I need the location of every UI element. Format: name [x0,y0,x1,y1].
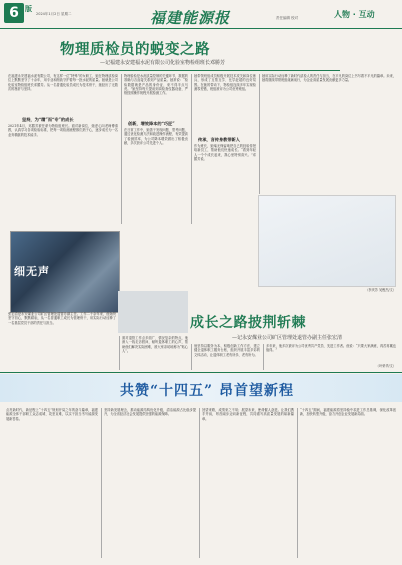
article2-subtitle: —记永安煤业公司矿区管理处退管办副主任张宏清 [232,335,343,341]
article2-col3-text: 他坚持以服务为本，积极创新工作方法，建立健全退休职工服务台账，组织开展丰富多彩的文体活动，让退休职工老有所乐、老有所为。 [194,344,260,357]
article3-title: 共赞“十四五” 昂首望新程 [120,383,294,399]
article1-col3b-text: 作为班长，她毫无保留地把自己的经验传授给新员工，帮助他们快速成长。“看到年轻人一个个成长起来，我心里特别高兴。”邓勝芳说。 [194,144,256,161]
column-rule [259,74,260,194]
article2-photo [118,291,188,333]
page-label: 版 [25,5,32,13]
article1-subhead3: 传承，言传身教带新人 [198,137,240,142]
article1-col2b-text: 在日常工作中，她善于发现问题、思考问题，通过优化检测方法和改进操作流程，有效提高了检测效率，为公司降本增效做出了积极贡献，多次获评公司先进个人。 [124,128,188,145]
column-rule [119,336,120,370]
edition-date: 2024年1月2日 星期二 [36,12,72,16]
article1-col4-text: 她用实际行动诠释了新时代质检人的责任与担当，在平凡的岗位上书写着不平凡的篇章。未来，她将继续带领班组砥砺前行，为企业高质量发展贡献更多力量。 [262,74,396,83]
section-name: 人物 · 互动 [334,10,375,19]
article3-col4-text: “十四五”期间，福建能源将坚持稳中求进工作总基调，深化改革创新，加快转型升级，奋力开创企业发展新局面。 [300,408,396,417]
newspaper-name: 福建能源报 [150,9,231,27]
column-rule [121,74,122,224]
article1-title: 物理质检员的蜕变之路 [60,41,210,58]
article1-divider [60,70,340,71]
photo-caption-overlay: 细无声 [14,265,50,278]
article1-col1b-text: 2021年4月，邓勝芳被任命为物检组班长。面对新岗位，她虚心向老师傅请教，认真学习各项检验标准，把每一项检测流程都烂熟于心，逐步成长为一名业务精湛的技术能手。 [8,124,118,137]
column-rule [199,408,200,558]
article2-col4-text: 多年来，他多次被评为公司优秀共产党员、先进工作者。他说：“只要大家满意，再苦再累也值得。” [266,344,396,353]
article2-title: 成长之路披荆斩棘 [190,315,306,331]
article3-col3-text: 回望来路，成绩来之不易；展望未来，使命催人奋进。让我们携手并肩，昂首阔步迈向新征程，共同谱写高质量发展的崭新篇章。 [202,408,294,421]
column-rule [101,408,102,558]
column-rule [263,344,264,370]
article3-col1-text: 点亮新时代，新征程上“十四五”规划开局之年的奋斗篇章，福建能源全体干部职工众志成城、攻坚克难，以实干担当书写能源发展新答卷。 [6,408,98,421]
article1-col1-text: 在福建永安建福水泥有限公司，有这样一位“特殊”的女职工，她在物理质检岗位上默默坚守了十余年，用专业和细致守护着每一批水泥的质量。她就是公司化验室物检组班长邓勝芳。从一名普通化验员成长为技术骨干，她经历了无数次的挫折与坚持。 [8,74,118,91]
section-divider [0,372,402,373]
article1-col2-text: 物理检验是水泥质量控制的关键环节，数据的准确与否直接关系到产品质量。她常说：“检验数据就是产品的身份证，来不得半点马虎。”她坚持每天提前到岗检查仪器设备，严格按照操作规程开展检测工作。 [124,74,188,96]
article2-author: （叶荣华/文） [375,364,396,368]
article1-col3-text: 她带领班组成员积极开展技术攻关和岗位练兵，形成了互帮互学、比学赶超的良好氛围。在她的带动下，物检组连续多年实现检测零差错，班组被评为公司优秀班组。 [194,74,256,91]
article2-col2-text: 面对退管工作点多面广、情况复杂的特点，他深入一线走访慰问，倾听退休职工的心声，帮助他们解决实际困难，被大家亲切地称为“贴心人”。 [122,336,188,353]
column-rule [297,408,298,558]
article3-col2-text: 坚持新发展理念，推动能源结构优化升级，清洁能源占比稳步提升，为全省经济社会发展提供坚强的能源保障。 [104,408,196,417]
article2-col1-text: 张宏清是永安煤业公司矿区管理处退管办副主任。工作二十余年来，他始终坚守初心，默默耕耘，从一名普通职工成长为管理骨干，用实际行动诠释了一名基层党员干部的责任与担当。 [8,312,116,325]
editor-line: 责任编辑 校对 [276,16,299,20]
page-number-badge: 6 [4,3,24,23]
article1-subtitle: —记福建永安建福水泥有限公司化验室物检组班长邓勝芳 [100,60,226,66]
article1-author: （李庆芳 吴俊杰/文） [365,288,396,292]
column-rule [191,344,192,370]
article1-subhead2: 创新，增效降本的“巧匠” [128,121,175,126]
article1-photo-right [258,195,396,287]
article1-subhead1: 坚持，为“精”而“专”的成长 [22,117,74,122]
column-rule [191,74,192,224]
